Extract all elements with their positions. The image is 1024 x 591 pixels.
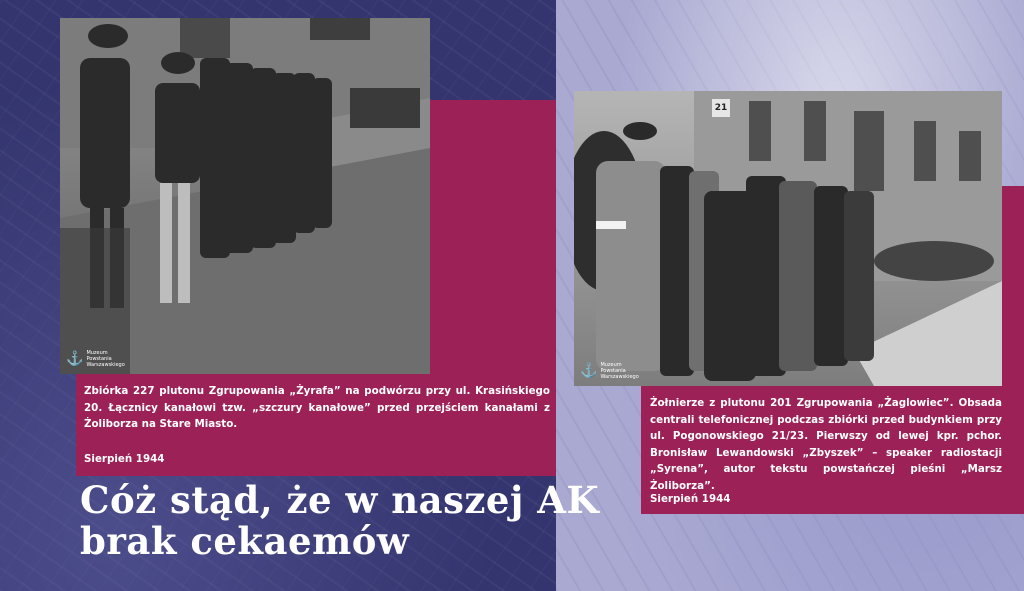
left-caption-text: Zbiórka 227 plutonu Zgrupowania „Żyrafa” na podwórzu przy ul. Krasińskiego 20. Łącznicy kanałowi tzw. „szczury kanałowe” przed przejściem kanałami z Żoliborza na Stare Miasto.: [84, 385, 550, 430]
museum-logo-left: [66, 350, 125, 368]
headline-line-2: brak cekaemów: [80, 519, 410, 563]
right-archival-photo: [574, 91, 1002, 386]
museum-anchor-icon: ⚓: [66, 351, 84, 367]
right-caption-text: Żołnierze z plutonu 201 Zgrupowania „Żaglowiec”. Obsada centrali telefonicznej podczas zbiórki przed budynkiem przy ul. Pogonowskiego 21/23. Pierwszy od lewej kpr. pchor. Bronisław Lewandowski „Zbyszek” – speaker radiostacji „Syrena”, autor tekstu powstańczej pieśni „Marsz Żoliborza”.: [650, 397, 1002, 492]
house-number-plate: 21: [714, 103, 728, 113]
headline-line-1: Cóż stąd, że w naszej AK: [80, 478, 600, 522]
left-caption-date: Sierpień 1944: [84, 453, 165, 465]
right-caption-date: Sierpień 1944: [650, 493, 731, 505]
left-archival-photo: [60, 18, 430, 374]
museum-logo-text-right: Muzeum Powstania Warszawskiego: [600, 362, 639, 380]
museum-logo-right: [580, 362, 639, 380]
headline: [80, 480, 640, 562]
museum-logo-text-left: Muzeum Powstania Warszawskiego: [86, 350, 125, 368]
museum-anchor-icon: ⚓: [580, 363, 598, 379]
